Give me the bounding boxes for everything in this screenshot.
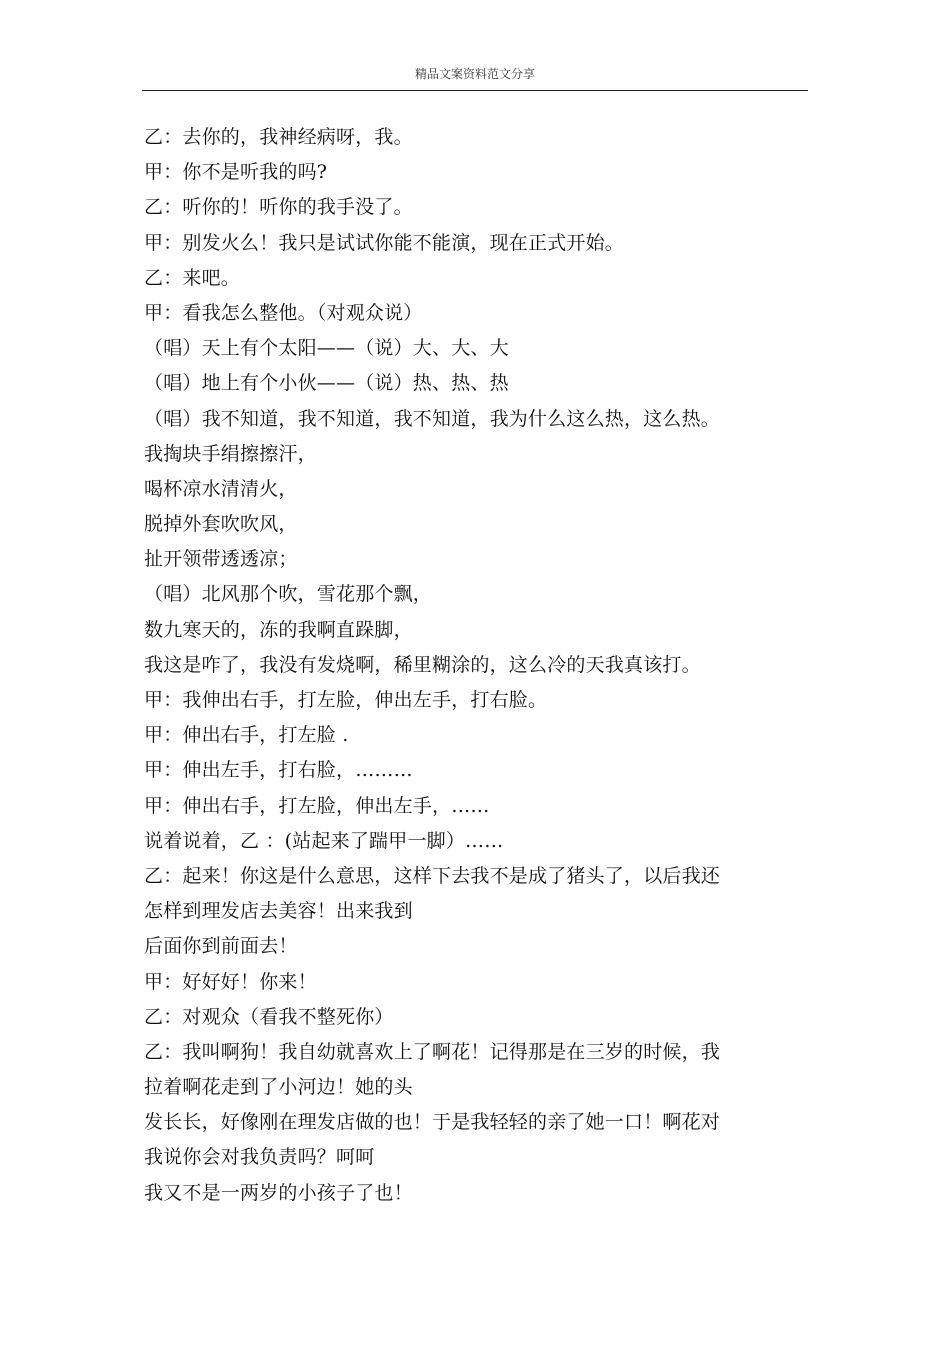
text-line: 发长长，好像刚在理发店做的也！于是我轻轻的亲了她一口！啊花对 (144, 1111, 721, 1134)
text-line: 甲：伸出右手，打左脸 . (144, 724, 349, 747)
text-line: 甲：伸出右手，打左脸，伸出左手，…… (144, 794, 490, 817)
text-line: 拉着啊花走到了小河边！她的头 (144, 1076, 413, 1099)
text-line: 我又不是一两岁的小孩子了也！ (144, 1181, 413, 1204)
header-divider (142, 90, 808, 91)
text-line: 说着说着，乙 ：(站起来了踹甲一脚）…… (144, 829, 504, 852)
text-line: 甲：我伸出右手，打左脸，伸出左手，打右脸。 (144, 689, 548, 711)
text-line: 喝杯凉水清清火， (144, 477, 298, 500)
text-line: 乙：来吧。 (144, 266, 241, 289)
text-line: 乙：对观众（看我不整死你） (144, 1005, 394, 1028)
text-line: 甲：看我怎么整他。（对观众说） (144, 301, 423, 324)
text-line: 怎样到理发店去美容！出来我到 (144, 900, 413, 923)
text-line: 甲：好好好！你来！ (144, 970, 317, 993)
text-line: 我掏块手绢擦擦汗， (144, 442, 317, 465)
text-line: （唱）地上有个小伙——（说）热、热、热 (144, 372, 509, 395)
text-line: 我说你会对我负责吗？呵呵 (144, 1146, 375, 1169)
text-line: （唱）我不知道，我不知道，我不知道，我为什么这么热，这么热。 (144, 407, 721, 430)
text-line: 乙：听你的！听你的我手没了。 (144, 196, 413, 219)
text-line: （唱）北风那个吹，雪花那个飘， (144, 583, 433, 606)
text-line: 甲：别发火么！我只是试试你能不能演，现在正式开始。 (144, 231, 625, 254)
text-line: （唱）天上有个太阳——（说）大、大、大 (144, 337, 509, 360)
text-line: 乙：去你的，我神经病呀，我。 (144, 126, 413, 148)
text-line: 后面你到前面去！ (144, 935, 298, 958)
text-line: 甲：伸出左手，打右脸，……… (144, 759, 413, 782)
page-header: 精品文案资料范文分享 (414, 67, 535, 81)
text-line: 乙：我叫啊狗！我自幼就喜欢上了啊花！记得那是在三岁的时候，我 (144, 1040, 721, 1063)
document-body (144, 120, 804, 1211)
text-line: 甲：你不是听我的吗? (144, 161, 328, 184)
text-line: 数九寒天的，冻的我啊直跺脚， (144, 618, 413, 641)
text-line: 我这是咋了，我没有发烧啊，稀里糊涂的，这么冷的天我真该打。 (144, 653, 701, 676)
text-line: 脱掉外套吹吹风， (144, 513, 298, 536)
text-line: 乙：起来！你这是什么意思，这样下去我不是成了猪头了，以后我还 (144, 864, 721, 887)
text-line: 扯开领带透透凉； (144, 548, 298, 571)
